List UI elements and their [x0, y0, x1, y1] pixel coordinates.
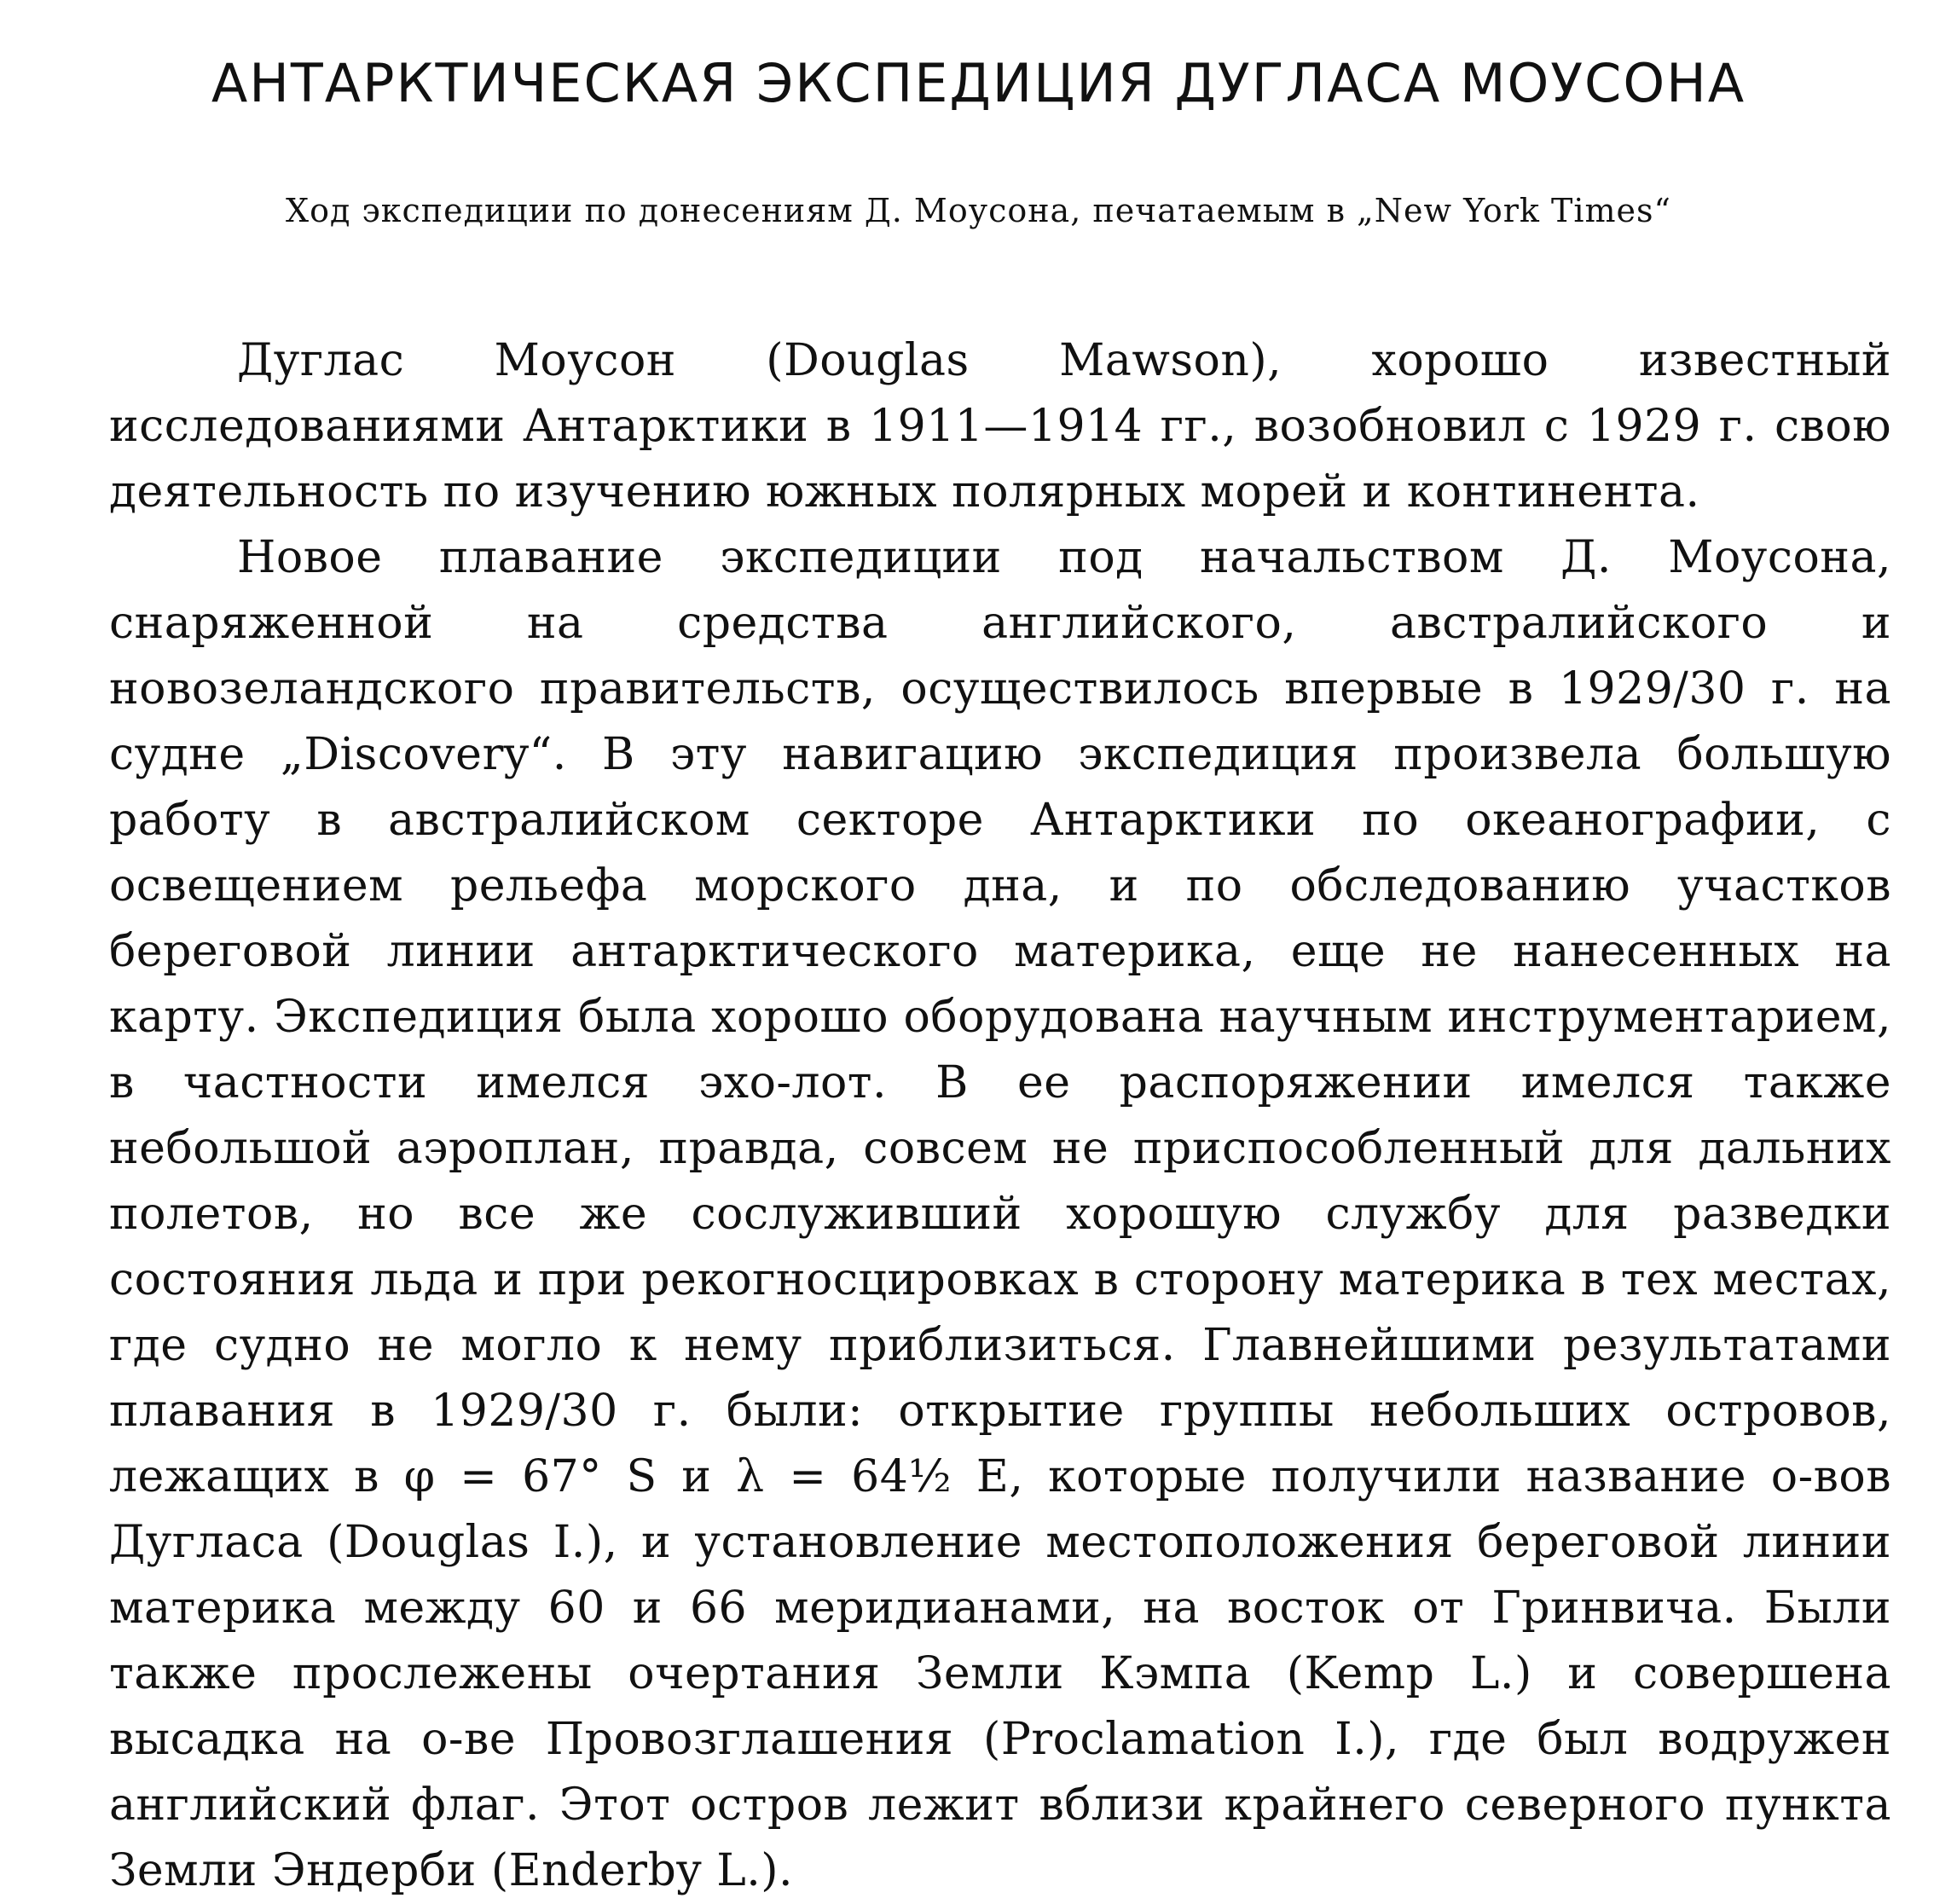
article-subtitle: Ход экспедиции по донесениям Д. Моусона, печатаемым в „New York Times“: [286, 192, 1671, 229]
paragraph: Новое плавание экспедиции под начальством Д. Моусона, снаряженной на средства английского, австралийского и новозеландского правительств, осуществилось впервые в 1929/30 г. на судне „Discovery“. В эту навигацию экспедиция произвела большую работу в австралийском секторе Антарктики по океанографии, с освещением рельефа морского дна, и по обследованию участков береговой линии антарктического материка, еще не нанесенных на карту. Экспедиция была хорошо оборудована научным инструментарием, в частности имелся эхо-лот. В ее распоряжении имелся также небольшой аэроплан, правда, совсем не приспособленный для дальних полетов, но все же сослуживший хорошую службу для разведки состояния льда и при рекогносцировках в сторону материка в тех местах, где судно не могло к нему приблизиться. Главнейшими результатами плавания в 1929/30 г. были: открытие группы небольших островов, лежащих в φ = 67° S и λ = 64½ E, которые получили название о-вов Дугласа (Douglas I.), и установление местоположения береговой линии материка между 60 и 66 меридианами, на восток от Гринвича. Были также прослежены очертания Земли Кэмпа (Kemp L.) и совершена высадка на о-ве Провозглашения (Proclamation I.), где был водружен английский флаг. Этот остров лежит вблизи крайнего северного пункта Земли Эндерби (Enderby L.).: [109, 532, 1891, 1896]
article-title: АНТАРКТИЧЕСКАЯ ЭКСПЕДИЦИЯ ДУГЛАСА МОУСОНА: [211, 52, 1746, 114]
article-body: [109, 328, 1891, 1904]
paragraph: Дуглас Моусон (Douglas Mawson), хорошо известный исследованиями Антарктики в 1911—1914 гг., возобновил с 1929 г. свою деятельность по изучению южных полярных морей и континента.: [109, 335, 1891, 518]
